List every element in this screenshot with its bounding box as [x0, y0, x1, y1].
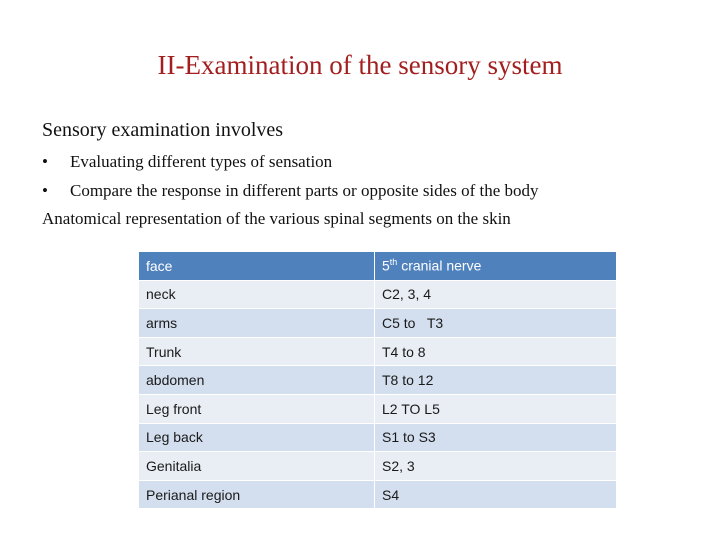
region-cell: arms: [139, 309, 375, 338]
region-cell: Perianal region: [139, 481, 375, 510]
bullet-item: [42, 151, 539, 180]
table-row: [139, 452, 617, 481]
table-row: [139, 481, 617, 510]
header-nerve-label: cranial nerve: [397, 258, 482, 275]
segment-cell: C2, 3, 4: [375, 281, 617, 310]
table-row: [139, 338, 617, 367]
bullet-text: Evaluating different types of sensation: [70, 152, 333, 171]
slide-title: II-Examination of the sensory system: [157, 50, 563, 80]
table-row: [139, 309, 617, 338]
region-cell: neck: [139, 281, 375, 310]
segment-cell: T4 to 8: [375, 338, 617, 367]
header-cell-nerve: [375, 252, 617, 281]
segment-cell: T8 to 12: [375, 366, 617, 395]
header-nerve-number: 5: [382, 258, 390, 275]
anatomical-representation-text: Anatomical representation of the various spinal segments on the skin: [42, 209, 511, 228]
table-row: [139, 424, 617, 453]
segment-cell: S2, 3: [375, 452, 617, 481]
section-subheading: Sensory examination involves: [42, 119, 284, 141]
table-row: [139, 281, 617, 310]
bullet-list: [42, 151, 539, 209]
table-header-row: [139, 252, 617, 281]
segment-cell: C5 to T3: [375, 309, 617, 338]
dermatome-table: [139, 252, 617, 509]
region-cell: Trunk: [139, 338, 375, 367]
region-cell: abdomen: [139, 366, 375, 395]
region-cell: Genitalia: [139, 452, 375, 481]
bullet-text: Compare the response in different parts or opposite sides of the body: [70, 181, 539, 200]
segment-cell: S4: [375, 481, 617, 510]
bullet-marker: •: [42, 152, 48, 171]
region-cell: Leg front: [139, 395, 375, 424]
header-cell-region: face: [139, 252, 375, 281]
segment-cell: L2 TO L5: [375, 395, 617, 424]
table-row: [139, 395, 617, 424]
table-row: [139, 366, 617, 395]
bullet-marker: •: [42, 181, 48, 200]
region-cell: Leg back: [139, 424, 375, 453]
header-nerve-ordinal: th: [389, 257, 398, 268]
bullet-item: [42, 180, 539, 209]
segment-cell: S1 to S3: [375, 424, 617, 453]
